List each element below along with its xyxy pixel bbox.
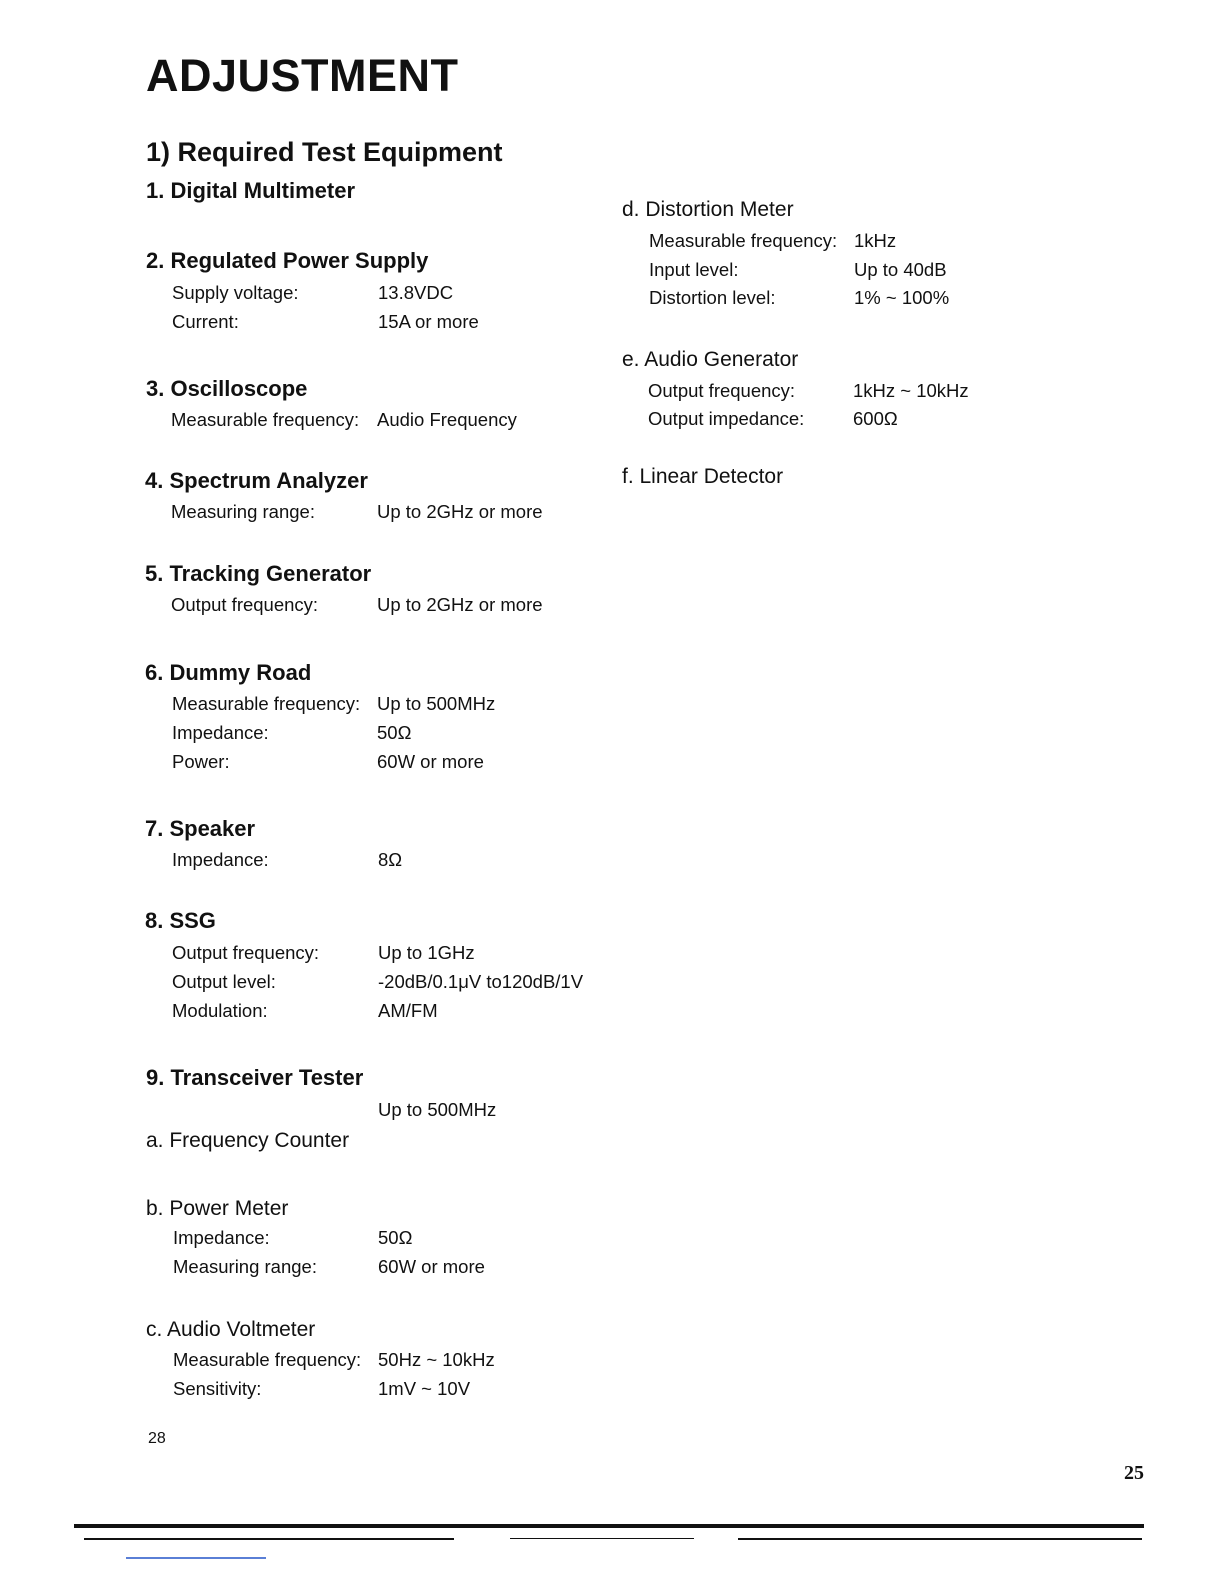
- heading-spectrum-analyzer: 4. Spectrum Analyzer: [145, 468, 368, 493]
- heading-transceiver-tester: 9. Transceiver Tester: [146, 1065, 364, 1090]
- spec-value: Up to 40dB: [854, 259, 947, 280]
- spec-value: AM/FM: [378, 1000, 438, 1021]
- spec-label: Sensitivity:: [173, 1378, 262, 1399]
- spec-label: Impedance:: [173, 1227, 270, 1248]
- page-number-inner: 28: [148, 1430, 166, 1447]
- spec-label: Output frequency:: [171, 594, 319, 615]
- page-number-outer: 25: [1124, 1462, 1144, 1484]
- spec-label: Supply voltage:: [172, 282, 299, 303]
- footer-rule-right: [738, 1538, 1142, 1540]
- spec-label: Current:: [172, 311, 239, 332]
- spec-label: Measurable frequency:: [172, 693, 361, 714]
- spec-label: Impedance:: [172, 849, 269, 870]
- spec-value: Up to 1GHz: [378, 942, 475, 963]
- spec-value: Up to 500MHz: [377, 693, 496, 714]
- spec-value: Up to 2GHz or more: [377, 501, 543, 522]
- spec-value: 50Ω: [378, 1227, 413, 1248]
- spec-label: Measuring range:: [173, 1256, 317, 1277]
- spec-label: Output frequency:: [648, 380, 796, 401]
- spec-value: 60W or more: [377, 751, 484, 772]
- spec-label: Input level:: [649, 259, 739, 280]
- spec-value: 1mV ~ 10V: [378, 1378, 471, 1399]
- spec-label: Measurable frequency:: [173, 1349, 362, 1370]
- spec-value: 15A or more: [378, 311, 479, 332]
- heading-frequency-counter: a. Frequency Counter: [146, 1129, 350, 1152]
- spec-label: Output frequency:: [172, 942, 320, 963]
- spec-label: Measuring range:: [171, 501, 315, 522]
- heading-linear-detector: f. Linear Detector: [622, 465, 784, 488]
- heading-power-meter: b. Power Meter: [146, 1197, 289, 1220]
- section-heading: 1) Required Test Equipment: [146, 137, 503, 167]
- spec-label: Measurable frequency:: [649, 230, 838, 251]
- heading-speaker: 7. Speaker: [145, 816, 256, 841]
- spec-value: 60W or more: [378, 1256, 485, 1277]
- spec-label: Output impedance:: [648, 408, 805, 429]
- footer-rule-mid: [510, 1538, 694, 1539]
- footer-rule-left: [84, 1538, 454, 1540]
- spec-value: -20dB/0.1μV to120dB/1V: [378, 971, 584, 992]
- page-title: ADJUSTMENT: [146, 50, 459, 101]
- footer-rule-thick: [74, 1524, 1144, 1528]
- spec-value: 1kHz: [854, 230, 897, 251]
- spec-value: 600Ω: [853, 408, 898, 429]
- heading-distortion-meter: d. Distortion Meter: [622, 198, 794, 221]
- spec-value: 13.8VDC: [378, 282, 454, 303]
- heading-oscilloscope: 3. Oscilloscope: [146, 376, 308, 401]
- spec-value: Up to 2GHz or more: [377, 594, 543, 615]
- spec-label: Distortion level:: [649, 287, 776, 308]
- spec-value: Up to 500MHz: [378, 1099, 497, 1120]
- heading-digital-multimeter: 1. Digital Multimeter: [146, 178, 356, 203]
- heading-tracking-generator: 5. Tracking Generator: [145, 561, 372, 586]
- spec-value: 50Hz ~ 10kHz: [378, 1349, 495, 1370]
- spec-value: 50Ω: [377, 722, 412, 743]
- spec-value: 8Ω: [378, 849, 403, 870]
- heading-audio-voltmeter: c. Audio Voltmeter: [146, 1318, 316, 1341]
- heading-dummy-road: 6. Dummy Road: [145, 660, 312, 685]
- spec-label: Output level:: [172, 971, 276, 992]
- spec-label: Measurable frequency:: [171, 409, 360, 430]
- spec-label: Power:: [172, 751, 230, 772]
- spec-value: 1kHz ~ 10kHz: [853, 380, 969, 401]
- footer-rule-accent: [126, 1557, 266, 1559]
- spec-value: 1% ~ 100%: [854, 287, 950, 308]
- heading-audio-generator: e. Audio Generator: [622, 348, 799, 371]
- spec-label: Modulation:: [172, 1000, 268, 1021]
- heading-regulated-power-supply: 2. Regulated Power Supply: [146, 248, 429, 273]
- spec-value: Audio Frequency: [377, 409, 517, 430]
- spec-label: Impedance:: [172, 722, 269, 743]
- heading-ssg: 8. SSG: [145, 908, 216, 933]
